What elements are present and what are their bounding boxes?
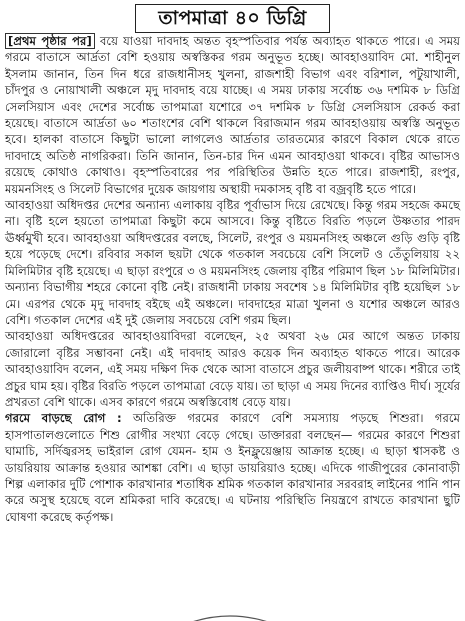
headline-row bbox=[0, 4, 465, 33]
paragraph-3: আবহাওয়া অধিদপ্তরের আবহাওয়াবিদরা বলেছেন, ২৫ অথবা ২৬ মের আগে অন্তত ঢাকায় জোরালো বৃষ্টির সম্ভাবনা নেই। এই দাবদাহ আরও কয়েক দিন অব্যাহত থাকতে পারে। আরেক আবহাওয়াবিদ বলেন, এই সময় দক্ষিণ দিক থেকে আসা বাতাসে প্রচুর জলীয়বাষ্প থাকে। শরীরে তাই প্রচুর ঘাম হয়। বৃষ্টির বিরতি পড়লে তাপমাত্রা বেড়ে যায়। তা ছাড়া এ সময় দিনের ব্যাপ্তিও দীর্ঘ। সূর্যের প্রখরতা বেশি থাকে। এসব কারণে গরমে অস্বস্তিবোধ বেড়ে যায়। bbox=[5, 329, 460, 409]
lead-continuation-label: [প্রথম পৃষ্ঠার পর] bbox=[5, 33, 95, 49]
paragraph-2: আবহাওয়া অধিদপ্তর দেশের অন্যান্য এলাকায় বৃষ্টির পূর্বাভাস দিয়ে রেখেছে। কিন্তু গরম সহজে কমছে না। বৃষ্টি হলে হয়তো তাপমাত্রা কিছুটা কমে আসবে। কিন্তু বৃষ্টিতে বিরতি পড়লে উষ্ণতার পারদ ঊর্ধ্বমুখী হবে। আবহাওয়া অধিদপ্তরের বলছে, সিলেট, রংপুর ও ময়মনসিংহ অঞ্চলে গুড়ি গুড়ি বৃষ্টি হয়ে পড়েছে দেশে। রবিবার সকাল ছয়টা থেকে গতকাল সবচেয়ে বেশি সিলেট ও তেঁতুলিয়ায় ২২ মিলিমিটার বৃষ্টি হয়েছে। এ ছাড়া রংপুরে ৩ ও ময়মনসিংহ জেলায় বৃষ্টির পরিমাণ ছিল ১৮ মিলিমিটার। অন্যান্য বিভাগীয় শহরে কোনো বৃষ্টি নেই। রাজধানী ঢাকায় সবশেষ ১৪ মিলিমিটার বৃষ্টি হয়েছিল ১৮ মে। এরপর থেকে মৃদু দাবদাহ বইছে এই অঞ্চলে। দাবদাহের মাত্রা খুলনা ও যশোর অঞ্চলে আরও বেশি। গতকাল দেশের এই দুই জেলায় সবচেয়ে বেশি গরম ছিল। bbox=[5, 198, 460, 327]
paragraph-4 bbox=[5, 410, 460, 525]
paragraph-1 bbox=[5, 33, 460, 197]
clipping-edge-mark bbox=[190, 612, 270, 621]
paragraph-4-text: অতিরিক্ত গরমের কারণে বেশি সমস্যায় পড়ছে শিশুরা। গরমে হাসপাতালগুলোতে শিশু রোগীর সংখ্যা বেড়ে গেছে। ডাক্তাররা বলছেন— গরমের কারণে শিশুরা ঘামাচি, সর্দিজ্বরসহ ভাইরাল রোগ যেমন- হাম ও ইনফ্লুয়েঞ্জায় আক্রান্ত হচ্ছে। এ ছাড়া শ্বাসকষ্ট ও ডায়রিয়ায় আক্রান্ত হওয়ার আশঙ্কা বেশি। এ ছাড়া ডায়রিয়াও হচ্ছে। এদিকে গাজীপুরের কোনাবাড়ী শিল্প এলাকার দুটি পোশাক কারখানার শতাধিক শ্রমিক গতকাল কারখানার সরবরাহ লাইনের পানি পান করে অসুস্থ হয়েছে বলে শ্রমিকরা দাবি করেছে। এ ঘটনায় পরিস্থিতি নিয়ন্ত্রণে রাখতে কারখানা ছুটি ঘোষণা করেছে কর্তৃপক্ষ। bbox=[5, 411, 460, 524]
paragraph-1-text: বয়ে যাওয়া দাবদাহ অন্তত বৃহস্পতিবার পর্যন্ত অব্যাহত থাকতে পারে। এ সময় গরমে বাতাসে আর্দ্রতা বেশি হওয়ায় অস্বস্তিকর গরম অনুভূত হচ্ছে। আবহাওয়াবিদ মো. শাহীনুল ইসলাম জানান, তিন দিন ধরে রাজধানীসহ খুলনা, রাজশাহী বিভাগ এবং বরিশাল, পটুয়াখালী, চাঁদপুর ও নোয়াখালী অঞ্চলে মৃদু দাবদাহ বয়ে যাচ্ছে। এ সময় ঢাকায় সর্বোচ্চ ৩৬ দশমিক ৮ ডিগ্রি সেলসিয়াস এবং দেশের সর্বোচ্চ তাপমাত্রা যশোরে ৩৭ দশমিক ৮ ডিগ্রি সেলসিয়াস রেকর্ড করা হয়েছে। বাতাসে আর্দ্রতা ৬০ শতাংশের বেশি থাকলে বিরাজমান গরম আবহাওয়ায় অস্বস্তি অনুভূত হবে। হালকা বাতাসে কিছুটা ভালো লাগলেও আর্দ্রতার তারতম্যের কারণে বিকাল থেকে রাতে দাবদাহে অতিষ্ঠ নাগরিকরা। তিনি জানান, তিন-চার দিন এমন আবহাওয়া থাকবে। বৃষ্টির আভাসও রয়েছে কোথাও কোথাও। বৃহস্পতিবারের পর পরিস্থিতির উন্নতি হতে পারে। রাজশাহী, রংপুর, ময়মনসিংহ ও সিলেট বিভাগের দুয়েক জায়গায় অস্থায়ী দমকাসহ বৃষ্টি বা বজ্রবৃষ্টি হতে পারে। bbox=[5, 34, 460, 196]
lead-label-text: প্রথম পৃষ্ঠার পর bbox=[13, 34, 87, 48]
subheading: গরমে বাড়ছে রোগ : bbox=[5, 411, 122, 426]
headline: তাপমাত্রা ৪০ ডিগ্রি bbox=[135, 4, 329, 33]
article-body bbox=[5, 33, 460, 525]
